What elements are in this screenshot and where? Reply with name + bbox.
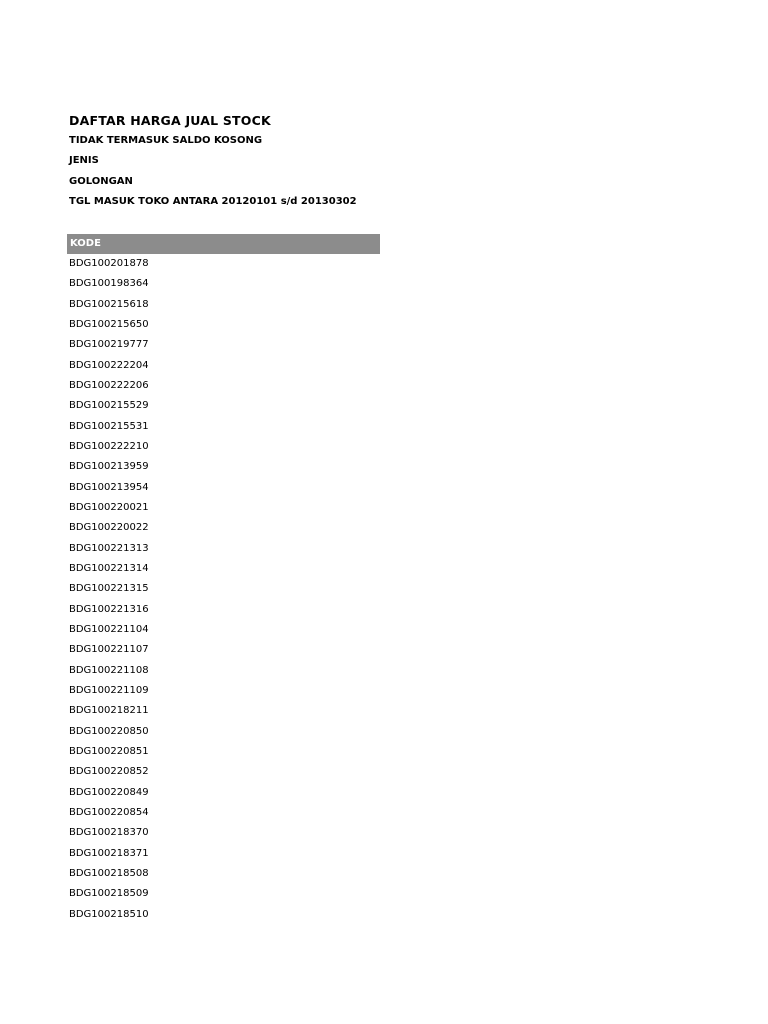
report-title: DAFTAR HARGA JUAL STOCK [69,113,271,128]
table-row: BDG100218509 [69,888,149,900]
table-row: BDG100220849 [69,786,149,798]
table-row: BDG100213954 [69,481,149,493]
table-row: BDG100218370 [69,827,149,839]
table-row: BDG100220854 [69,806,149,818]
filter-golongan: GOLONGAN [69,176,133,187]
table-row: BDG100221315 [69,583,149,595]
table-row: BDG100222204 [69,359,149,371]
table-row: BDG100215531 [69,420,149,432]
table-row: BDG100219777 [69,339,149,351]
filter-date-range: TGL MASUK TOKO ANTARA 20120101 s/d 20130302 [69,196,357,207]
table-row: BDG100218211 [69,705,149,717]
table-row: BDG100222206 [69,379,149,391]
table-row: BDG100221316 [69,603,149,615]
filter-jenis: JENIS [69,155,99,166]
table-row: BDG100221104 [69,623,149,635]
table-row: BDG100198364 [69,278,149,290]
table-row: BDG100218371 [69,847,149,859]
table-row: BDG100220022 [69,522,149,534]
table-row: BDG100201878 [69,258,149,269]
table-row: BDG100218508 [69,867,149,879]
table-row: BDG100220851 [69,745,149,757]
column-header-kode: KODE [67,234,380,254]
code-table [67,234,380,925]
table-row: BDG100221108 [69,664,149,676]
table-row: BDG100221314 [69,562,149,574]
table-row: BDG100220021 [69,501,149,513]
table-row: BDG100221313 [69,542,149,554]
table-row: BDG100218510 [69,908,149,920]
table-row: BDG100220850 [69,725,149,737]
table-row: BDG100221109 [69,684,149,696]
table-row: BDG100221107 [69,644,149,656]
table-row: BDG100213959 [69,461,149,473]
table-row: BDG100215529 [69,400,149,412]
table-body [67,254,380,925]
table-row: BDG100220852 [69,766,149,778]
table-row: BDG100222210 [69,440,149,452]
table-row: BDG100215618 [69,298,149,310]
table-row: BDG100215650 [69,318,149,330]
filter-saldo: TIDAK TERMASUK SALDO KOSONG [69,135,263,146]
